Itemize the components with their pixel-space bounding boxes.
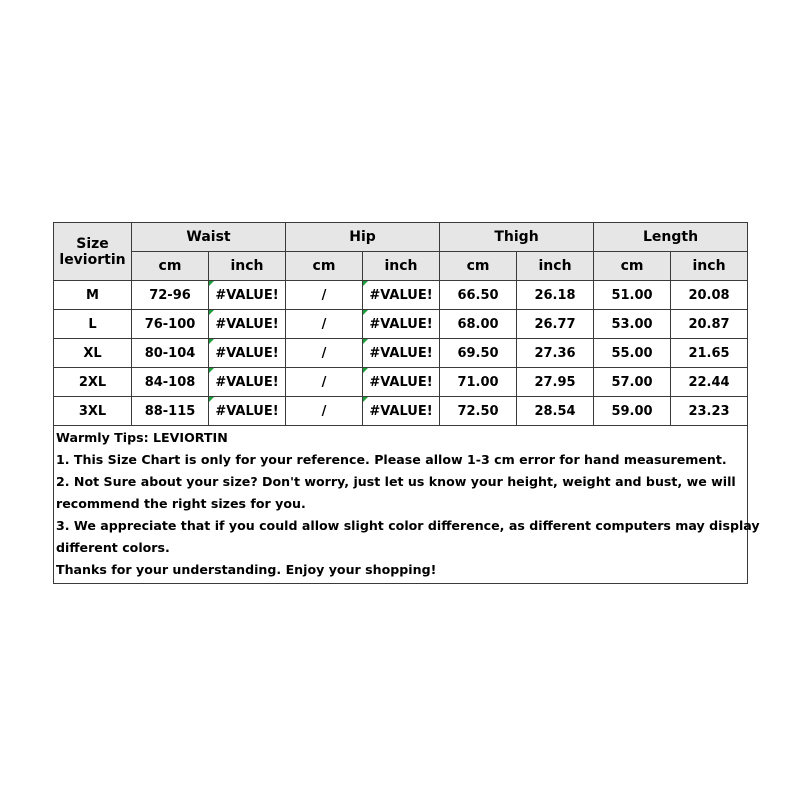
value-cell: /: [286, 339, 363, 368]
value-cell: 22.44: [671, 368, 748, 397]
group-header-hip: Hip: [286, 223, 440, 252]
size-header: [54, 223, 132, 281]
value-cell: 66.50: [440, 281, 517, 310]
value-cell: 88-115: [132, 397, 209, 426]
size-label: Size: [76, 235, 109, 252]
value-cell: 84-108: [132, 368, 209, 397]
value-cell: #VALUE!: [209, 310, 286, 339]
group-header-thigh: Thigh: [440, 223, 594, 252]
tips-cell: [54, 426, 760, 584]
value-cell: 53.00: [594, 310, 671, 339]
tip-line: 2. Not Sure about your size? Don't worry, just let us know your height, weight and bust, we will: [56, 474, 736, 489]
tip-line: 1. This Size Chart is only for your reference. Please allow 1-3 cm error for hand measurement.: [56, 452, 727, 467]
size-cell: 3XL: [54, 397, 132, 426]
unit-header: cm: [132, 252, 209, 281]
unit-header: cm: [286, 252, 363, 281]
size-cell: XL: [54, 339, 132, 368]
value-cell: /: [286, 281, 363, 310]
size-cell: L: [54, 310, 132, 339]
value-cell: 69.50: [440, 339, 517, 368]
value-cell: 27.36: [517, 339, 594, 368]
value-cell: #VALUE!: [209, 368, 286, 397]
value-cell: 72.50: [440, 397, 517, 426]
value-cell: 27.95: [517, 368, 594, 397]
value-cell: 71.00: [440, 368, 517, 397]
table-row: [54, 281, 748, 310]
value-cell: 59.00: [594, 397, 671, 426]
tip-line: Warmly Tips: LEVIORTIN: [56, 430, 228, 445]
value-cell: 57.00: [594, 368, 671, 397]
value-cell: 26.77: [517, 310, 594, 339]
value-cell: #VALUE!: [363, 397, 440, 426]
value-cell: 76-100: [132, 310, 209, 339]
group-header-waist: Waist: [132, 223, 286, 252]
value-cell: 23.23: [671, 397, 748, 426]
table-row: [54, 368, 748, 397]
size-chart-table: [53, 222, 760, 584]
value-cell: #VALUE!: [363, 310, 440, 339]
tips-row: [54, 426, 748, 584]
unit-header: cm: [440, 252, 517, 281]
tip-line: different colors.: [56, 540, 170, 555]
value-cell: 20.87: [671, 310, 748, 339]
value-cell: /: [286, 368, 363, 397]
value-cell: #VALUE!: [363, 281, 440, 310]
value-cell: 21.65: [671, 339, 748, 368]
value-cell: /: [286, 310, 363, 339]
value-cell: 51.00: [594, 281, 671, 310]
value-cell: #VALUE!: [209, 281, 286, 310]
brand-label: leviortin: [59, 251, 126, 268]
value-cell: 28.54: [517, 397, 594, 426]
value-cell: #VALUE!: [209, 339, 286, 368]
table-row: [54, 397, 748, 426]
header-row-units: [54, 252, 748, 281]
unit-header: inch: [517, 252, 594, 281]
size-cell: M: [54, 281, 132, 310]
value-cell: /: [286, 397, 363, 426]
value-cell: 20.08: [671, 281, 748, 310]
unit-header: inch: [671, 252, 748, 281]
unit-header: cm: [594, 252, 671, 281]
value-cell: 68.00: [440, 310, 517, 339]
tip-line: recommend the right sizes for you.: [56, 496, 306, 511]
size-cell: 2XL: [54, 368, 132, 397]
unit-header: inch: [209, 252, 286, 281]
table-row: [54, 339, 748, 368]
value-cell: #VALUE!: [363, 339, 440, 368]
value-cell: 72-96: [132, 281, 209, 310]
value-cell: 26.18: [517, 281, 594, 310]
tip-line: Thanks for your understanding. Enjoy your shopping!: [56, 562, 437, 577]
value-cell: 80-104: [132, 339, 209, 368]
table-row: [54, 310, 748, 339]
unit-header: inch: [363, 252, 440, 281]
group-header-length: Length: [594, 223, 748, 252]
tip-line: 3. We appreciate that if you could allow slight color difference, as different computers may display: [56, 518, 760, 533]
header-row-groups: [54, 223, 748, 252]
value-cell: #VALUE!: [363, 368, 440, 397]
value-cell: 55.00: [594, 339, 671, 368]
value-cell: #VALUE!: [209, 397, 286, 426]
